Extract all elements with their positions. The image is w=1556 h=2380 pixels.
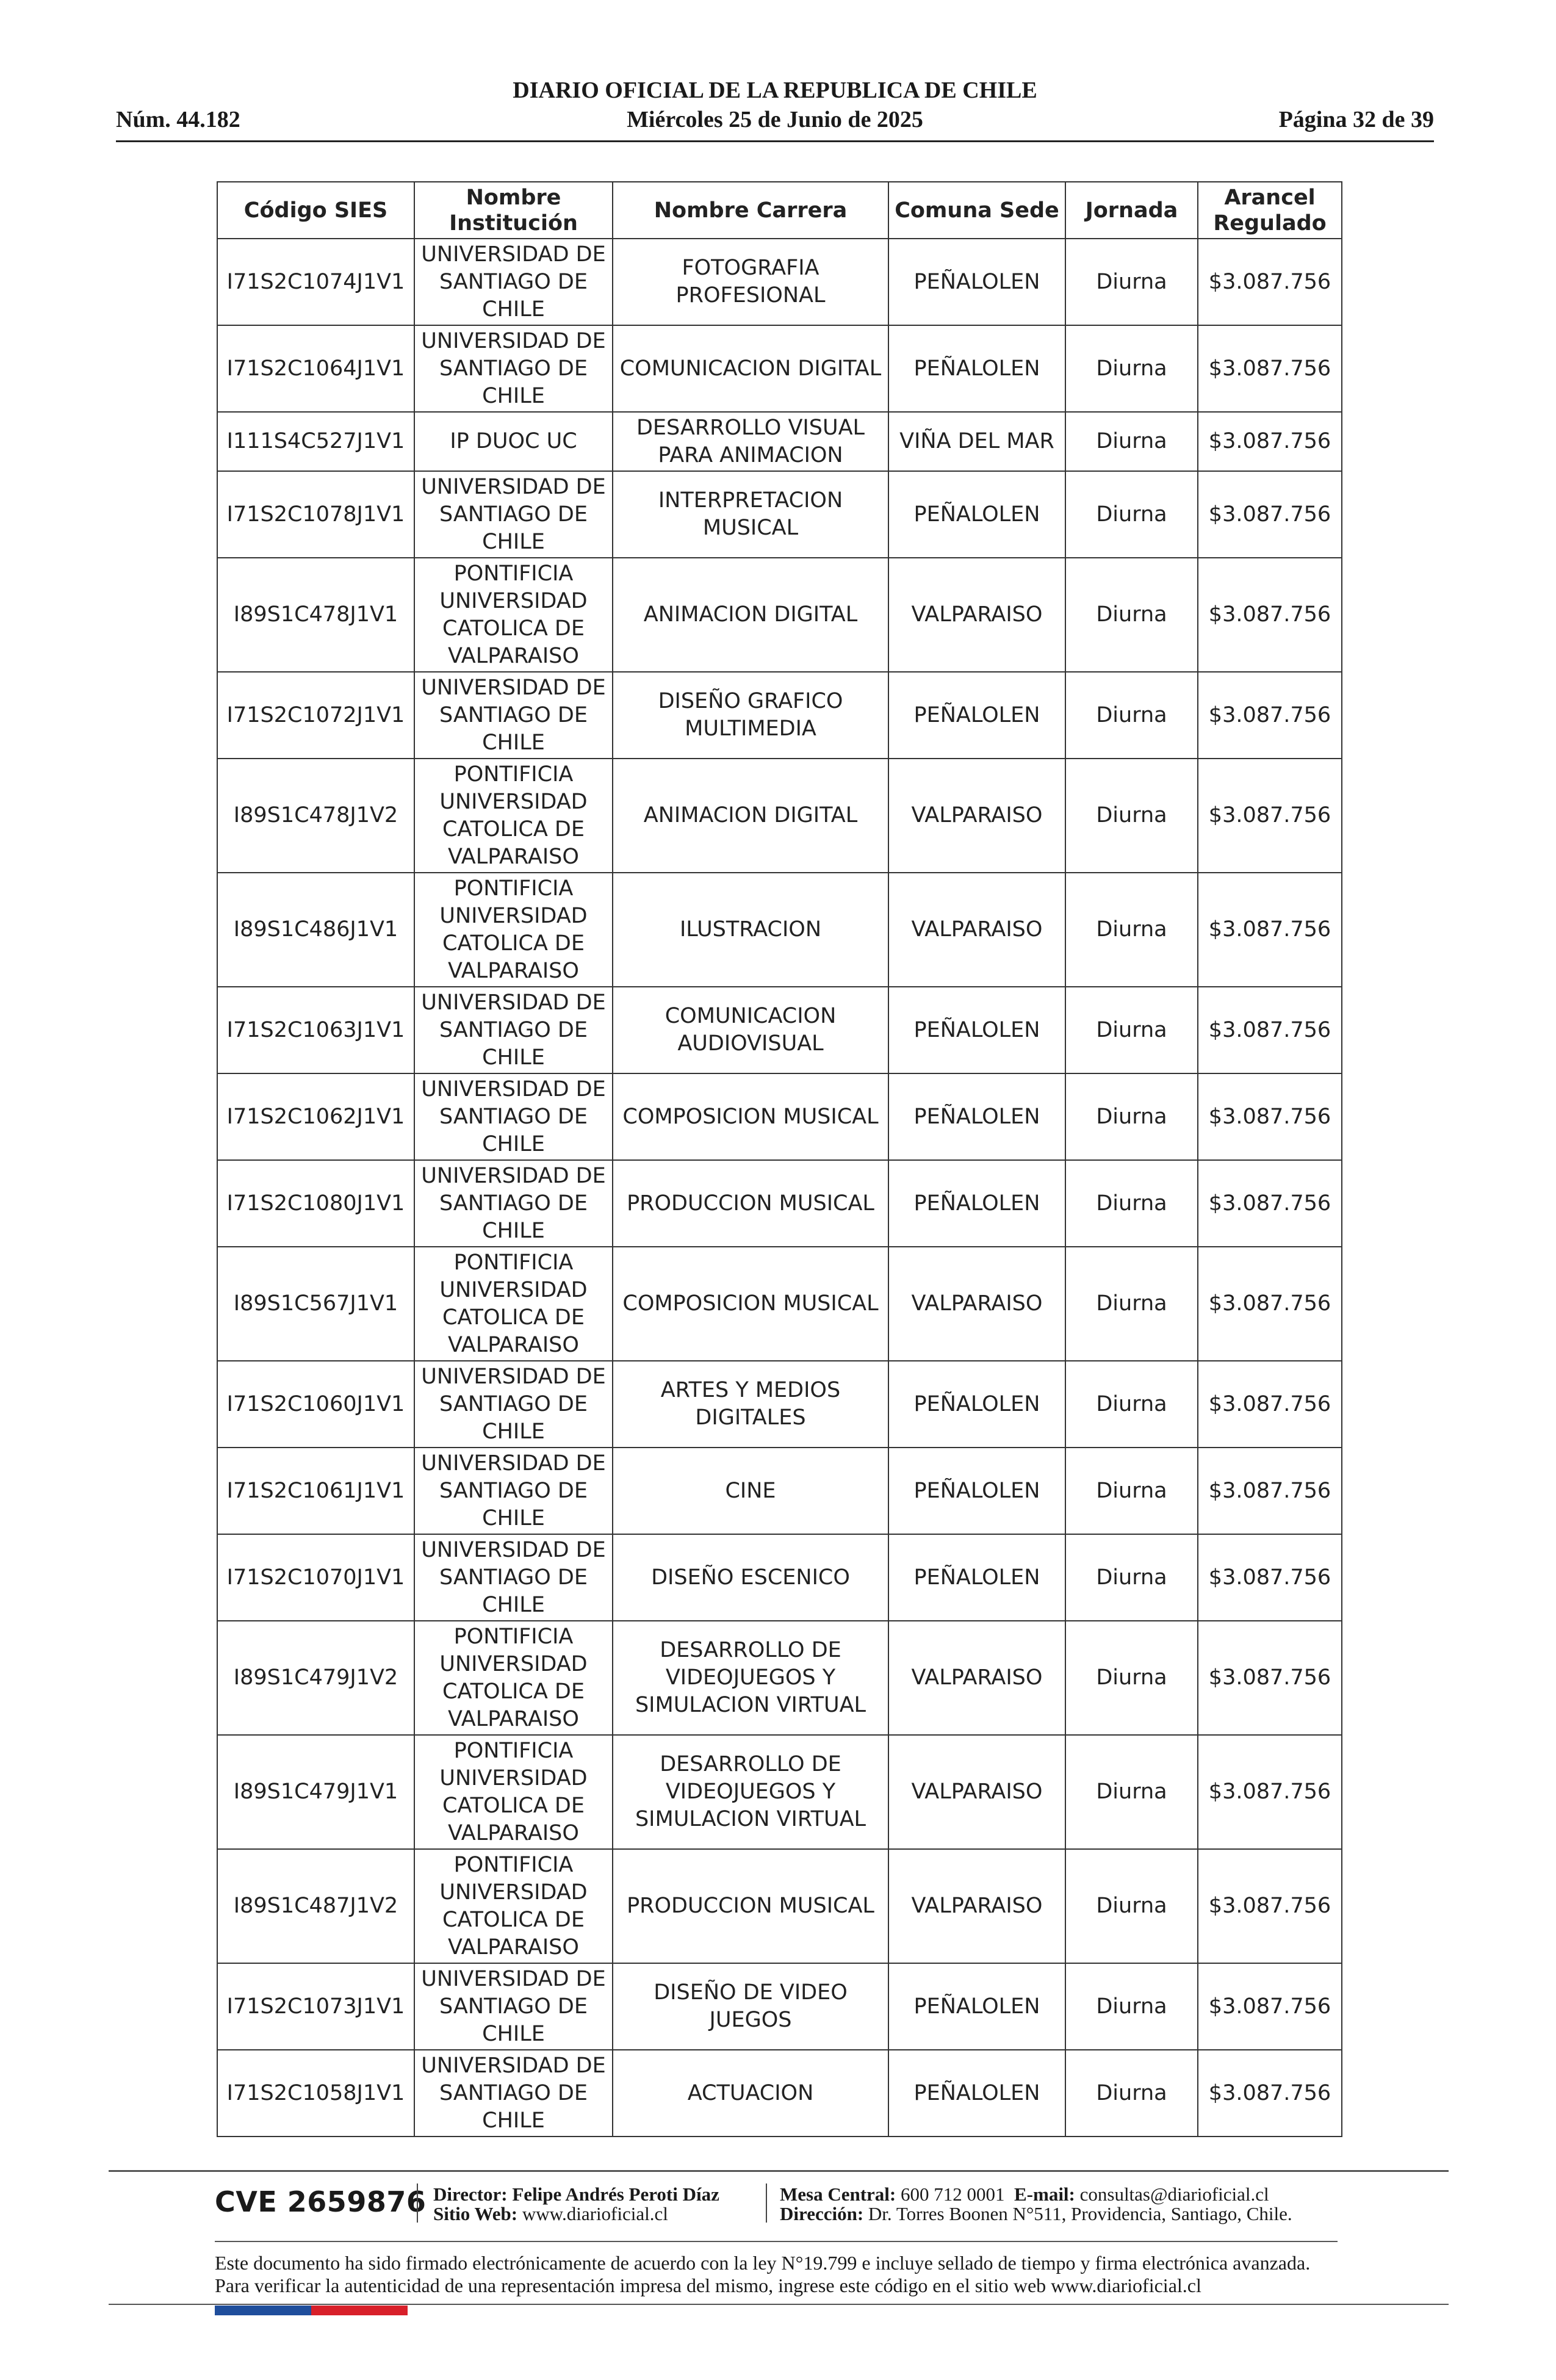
cell-career: INTERPRETACION MUSICAL (613, 471, 888, 558)
cell-arancel: $3.087.756 (1198, 1621, 1342, 1735)
cell-arancel: $3.087.756 (1198, 672, 1342, 759)
cell-code: I89S1C486J1V1 (217, 873, 414, 987)
cell-institution: PONTIFICIA UNIVERSIDAD CATOLICA DE VALPARAISO (414, 1247, 613, 1361)
cell-arancel: $3.087.756 (1198, 1534, 1342, 1621)
email-link[interactable]: consultas@diarioficial.cl (1079, 2183, 1269, 2205)
cell-arancel: $3.087.756 (1198, 1073, 1342, 1160)
page-number: Página 32 de 39 (1278, 107, 1434, 132)
cell-institution: UNIVERSIDAD DE SANTIAGO DE CHILE (414, 672, 613, 759)
cell-institution: PONTIFICIA UNIVERSIDAD CATOLICA DE VALPARAISO (414, 1849, 613, 1963)
phone-value: 600 712 0001 (901, 2183, 1005, 2205)
cell-career: DESARROLLO DE VIDEOJUEGOS Y SIMULACION VIRTUAL (613, 1735, 888, 1849)
cell-arancel: $3.087.756 (1198, 873, 1342, 987)
table-row (217, 987, 1342, 1073)
cell-arancel: $3.087.756 (1198, 1247, 1342, 1361)
issue-date: Miércoles 25 de Junio de 2025 (627, 107, 923, 132)
cell-code: I71S2C1073J1V1 (217, 1963, 414, 2050)
cell-arancel: $3.087.756 (1198, 1963, 1342, 2050)
table-row (217, 558, 1342, 672)
table-row (217, 1160, 1342, 1247)
cell-institution: UNIVERSIDAD DE SANTIAGO DE CHILE (414, 987, 613, 1073)
cell-institution: UNIVERSIDAD DE SANTIAGO DE CHILE (414, 1963, 613, 2050)
footer-divider-top (109, 2170, 1449, 2172)
cell-code: I71S2C1062J1V1 (217, 1073, 414, 1160)
cell-arancel: $3.087.756 (1198, 471, 1342, 558)
cell-comuna: PEÑALOLEN (888, 325, 1065, 412)
cell-career: ACTUACION (613, 2050, 888, 2137)
column-header-jornada: Jornada (1065, 182, 1198, 239)
cell-career: ANIMACION DIGITAL (613, 558, 888, 672)
cell-comuna: VALPARAISO (888, 1247, 1065, 1361)
cell-jornada: Diurna (1065, 1735, 1198, 1849)
table-row (217, 1361, 1342, 1448)
cell-arancel: $3.087.756 (1198, 325, 1342, 412)
cell-comuna: PEÑALOLEN (888, 1534, 1065, 1621)
cell-career: DESARROLLO DE VIDEOJUEGOS Y SIMULACION VIRTUAL (613, 1621, 888, 1735)
cell-jornada: Diurna (1065, 1534, 1198, 1621)
table-row (217, 2050, 1342, 2137)
cell-comuna: PEÑALOLEN (888, 471, 1065, 558)
column-header-career: Nombre Carrera (613, 182, 888, 239)
cell-code: I71S2C1064J1V1 (217, 325, 414, 412)
cell-code: I71S2C1074J1V1 (217, 239, 414, 325)
cell-jornada: Diurna (1065, 1448, 1198, 1534)
column-header-comuna: Comuna Sede (888, 182, 1065, 239)
cell-arancel: $3.087.756 (1198, 2050, 1342, 2137)
cell-comuna: PEÑALOLEN (888, 1073, 1065, 1160)
cell-comuna: PEÑALOLEN (888, 1963, 1065, 2050)
issue-number: Núm. 44.182 (116, 107, 240, 132)
cell-code: I89S1C478J1V1 (217, 558, 414, 672)
cell-code: I71S2C1078J1V1 (217, 471, 414, 558)
table-row (217, 325, 1342, 412)
cell-jornada: Diurna (1065, 239, 1198, 325)
table-row (217, 759, 1342, 873)
table-row (217, 1735, 1342, 1849)
column-header-institution: Nombre Institución (414, 182, 613, 239)
cell-institution: UNIVERSIDAD DE SANTIAGO DE CHILE (414, 2050, 613, 2137)
cell-code: I71S2C1070J1V1 (217, 1534, 414, 1621)
table-row (217, 672, 1342, 759)
cell-code: I89S1C567J1V1 (217, 1247, 414, 1361)
cell-code: I71S2C1072J1V1 (217, 672, 414, 759)
cell-institution: UNIVERSIDAD DE SANTIAGO DE CHILE (414, 1448, 613, 1534)
cell-career: ILUSTRACION (613, 873, 888, 987)
cell-jornada: Diurna (1065, 1361, 1198, 1448)
table-body (217, 239, 1342, 2137)
cell-career: ANIMACION DIGITAL (613, 759, 888, 873)
cell-career: COMPOSICION MUSICAL (613, 1073, 888, 1160)
cell-career: DISEÑO ESCENICO (613, 1534, 888, 1621)
cell-institution: UNIVERSIDAD DE SANTIAGO DE CHILE (414, 325, 613, 412)
cell-arancel: $3.087.756 (1198, 412, 1342, 471)
cell-code: I71S2C1060J1V1 (217, 1361, 414, 1448)
cell-career: COMUNICACION AUDIOVISUAL (613, 987, 888, 1073)
cell-arancel: $3.087.756 (1198, 1160, 1342, 1247)
cell-comuna: VALPARAISO (888, 873, 1065, 987)
cell-code: I71S2C1061J1V1 (217, 1448, 414, 1534)
cell-comuna: VALPARAISO (888, 759, 1065, 873)
cell-career: FOTOGRAFIA PROFESIONAL (613, 239, 888, 325)
cell-career: DESARROLLO VISUAL PARA ANIMACION (613, 412, 888, 471)
table-row (217, 1073, 1342, 1160)
cell-career: DISEÑO DE VIDEO JUEGOS (613, 1963, 888, 2050)
table-row (217, 1247, 1342, 1361)
cell-institution: UNIVERSIDAD DE SANTIAGO DE CHILE (414, 471, 613, 558)
cell-jornada: Diurna (1065, 759, 1198, 873)
footer-separator (766, 2183, 767, 2223)
cell-jornada: Diurna (1065, 2050, 1198, 2137)
cell-comuna: VALPARAISO (888, 1621, 1065, 1735)
cell-jornada: Diurna (1065, 1963, 1198, 2050)
cell-jornada: Diurna (1065, 873, 1198, 987)
column-header-arancel: Arancel Regulado (1198, 182, 1342, 239)
cell-career: DISEÑO GRAFICO MULTIMEDIA (613, 672, 888, 759)
cve-code: CVE 2659876 (215, 2185, 427, 2218)
cell-jornada: Diurna (1065, 1160, 1198, 1247)
cell-arancel: $3.087.756 (1198, 1448, 1342, 1534)
column-header-code: Código SIES (217, 182, 414, 239)
director-label: Director: (433, 2183, 508, 2205)
table-row (217, 1534, 1342, 1621)
cell-jornada: Diurna (1065, 412, 1198, 471)
cell-jornada: Diurna (1065, 1621, 1198, 1735)
cell-career: PRODUCCION MUSICAL (613, 1160, 888, 1247)
page-header (116, 76, 1434, 143)
careers-table (217, 181, 1342, 2137)
table-row (217, 412, 1342, 471)
phone-label: Mesa Central: (780, 2183, 896, 2205)
cell-code: I71S2C1058J1V1 (217, 2050, 414, 2137)
cell-comuna: PEÑALOLEN (888, 1361, 1065, 1448)
cell-institution: UNIVERSIDAD DE SANTIAGO DE CHILE (414, 1534, 613, 1621)
flag-stripe-red (311, 2306, 408, 2315)
cell-institution: PONTIFICIA UNIVERSIDAD CATOLICA DE VALPARAISO (414, 1621, 613, 1735)
cell-arancel: $3.087.756 (1198, 239, 1342, 325)
cell-institution: UNIVERSIDAD DE SANTIAGO DE CHILE (414, 1160, 613, 1247)
table-row (217, 1448, 1342, 1534)
cell-comuna: PEÑALOLEN (888, 672, 1065, 759)
cell-comuna: PEÑALOLEN (888, 239, 1065, 325)
cell-comuna: PEÑALOLEN (888, 2050, 1065, 2137)
contact-block (780, 2185, 1292, 2224)
cell-comuna: PEÑALOLEN (888, 987, 1065, 1073)
cell-code: I111S4C527J1V1 (217, 412, 414, 471)
email-label: E-mail: (1014, 2183, 1075, 2205)
cell-comuna: PEÑALOLEN (888, 1448, 1065, 1534)
cell-comuna: PEÑALOLEN (888, 1160, 1065, 1247)
table-row (217, 471, 1342, 558)
legal-notice: Este documento ha sido firmado electrónicamente de acuerdo con la ley N°19.799 e incluye sellado de tiempo y firma electrónica avanzada. Para verificar la autenticidad de una representación impresa del mismo, ingrese este código en el sitio web www.diarioficial.cl (215, 2252, 1311, 2296)
cell-institution: PONTIFICIA UNIVERSIDAD CATOLICA DE VALPARAISO (414, 558, 613, 672)
cell-arancel: $3.087.756 (1198, 558, 1342, 672)
table-row (217, 873, 1342, 987)
cell-code: I71S2C1063J1V1 (217, 987, 414, 1073)
cell-jornada: Diurna (1065, 1247, 1198, 1361)
cell-career: PRODUCCION MUSICAL (613, 1849, 888, 1963)
cell-arancel: $3.087.756 (1198, 1735, 1342, 1849)
footer-separator (417, 2183, 418, 2223)
cell-institution: PONTIFICIA UNIVERSIDAD CATOLICA DE VALPARAISO (414, 1735, 613, 1849)
cell-code: I89S1C487J1V2 (217, 1849, 414, 1963)
cell-comuna: VALPARAISO (888, 1735, 1065, 1849)
publication-title: DIARIO OFICIAL DE LA REPUBLICA DE CHILE (513, 78, 1037, 103)
cell-code: I71S2C1080J1V1 (217, 1160, 414, 1247)
cell-jornada: Diurna (1065, 987, 1198, 1073)
cell-career: ARTES Y MEDIOS DIGITALES (613, 1361, 888, 1448)
cell-comuna: VALPARAISO (888, 1849, 1065, 1963)
cell-institution: PONTIFICIA UNIVERSIDAD CATOLICA DE VALPARAISO (414, 759, 613, 873)
cell-institution: UNIVERSIDAD DE SANTIAGO DE CHILE (414, 1361, 613, 1448)
cell-institution: IP DUOC UC (414, 412, 613, 471)
cell-jornada: Diurna (1065, 1073, 1198, 1160)
cell-institution: UNIVERSIDAD DE SANTIAGO DE CHILE (414, 239, 613, 325)
cell-jornada: Diurna (1065, 471, 1198, 558)
table-row (217, 239, 1342, 325)
cell-career: CINE (613, 1448, 888, 1534)
cell-arancel: $3.087.756 (1198, 987, 1342, 1073)
cell-arancel: $3.087.756 (1198, 759, 1342, 873)
address-label: Dirección: (780, 2203, 864, 2224)
cell-arancel: $3.087.756 (1198, 1849, 1342, 1963)
cell-code: I89S1C478J1V2 (217, 759, 414, 873)
table-row (217, 1849, 1342, 1963)
cell-comuna: VIÑA DEL MAR (888, 412, 1065, 471)
web-link[interactable]: www.diarioficial.cl (522, 2203, 668, 2224)
cell-jornada: Diurna (1065, 672, 1198, 759)
address-value: Dr. Torres Boonen N°511, Providencia, Santiago, Chile. (868, 2203, 1292, 2224)
director-block (433, 2185, 719, 2224)
footer-divider-bottom (109, 2304, 1449, 2305)
cell-jornada: Diurna (1065, 1849, 1198, 1963)
cell-institution: PONTIFICIA UNIVERSIDAD CATOLICA DE VALPARAISO (414, 873, 613, 987)
cell-institution: UNIVERSIDAD DE SANTIAGO DE CHILE (414, 1073, 613, 1160)
web-label: Sitio Web: (433, 2203, 518, 2224)
cell-code: I89S1C479J1V2 (217, 1621, 414, 1735)
table-header-row (217, 182, 1342, 239)
cell-comuna: VALPARAISO (888, 558, 1065, 672)
cell-jornada: Diurna (1065, 558, 1198, 672)
cell-arancel: $3.087.756 (1198, 1361, 1342, 1448)
table-row (217, 1621, 1342, 1735)
flag-stripe-blue (215, 2306, 311, 2315)
table-row (217, 1963, 1342, 2050)
cell-career: COMUNICACION DIGITAL (613, 325, 888, 412)
header-divider (116, 140, 1434, 142)
cell-career: COMPOSICION MUSICAL (613, 1247, 888, 1361)
director-name: Felipe Andrés Peroti Díaz (512, 2183, 719, 2205)
footer-divider-middle (215, 2241, 1338, 2242)
cell-code: I89S1C479J1V1 (217, 1735, 414, 1849)
cell-jornada: Diurna (1065, 325, 1198, 412)
